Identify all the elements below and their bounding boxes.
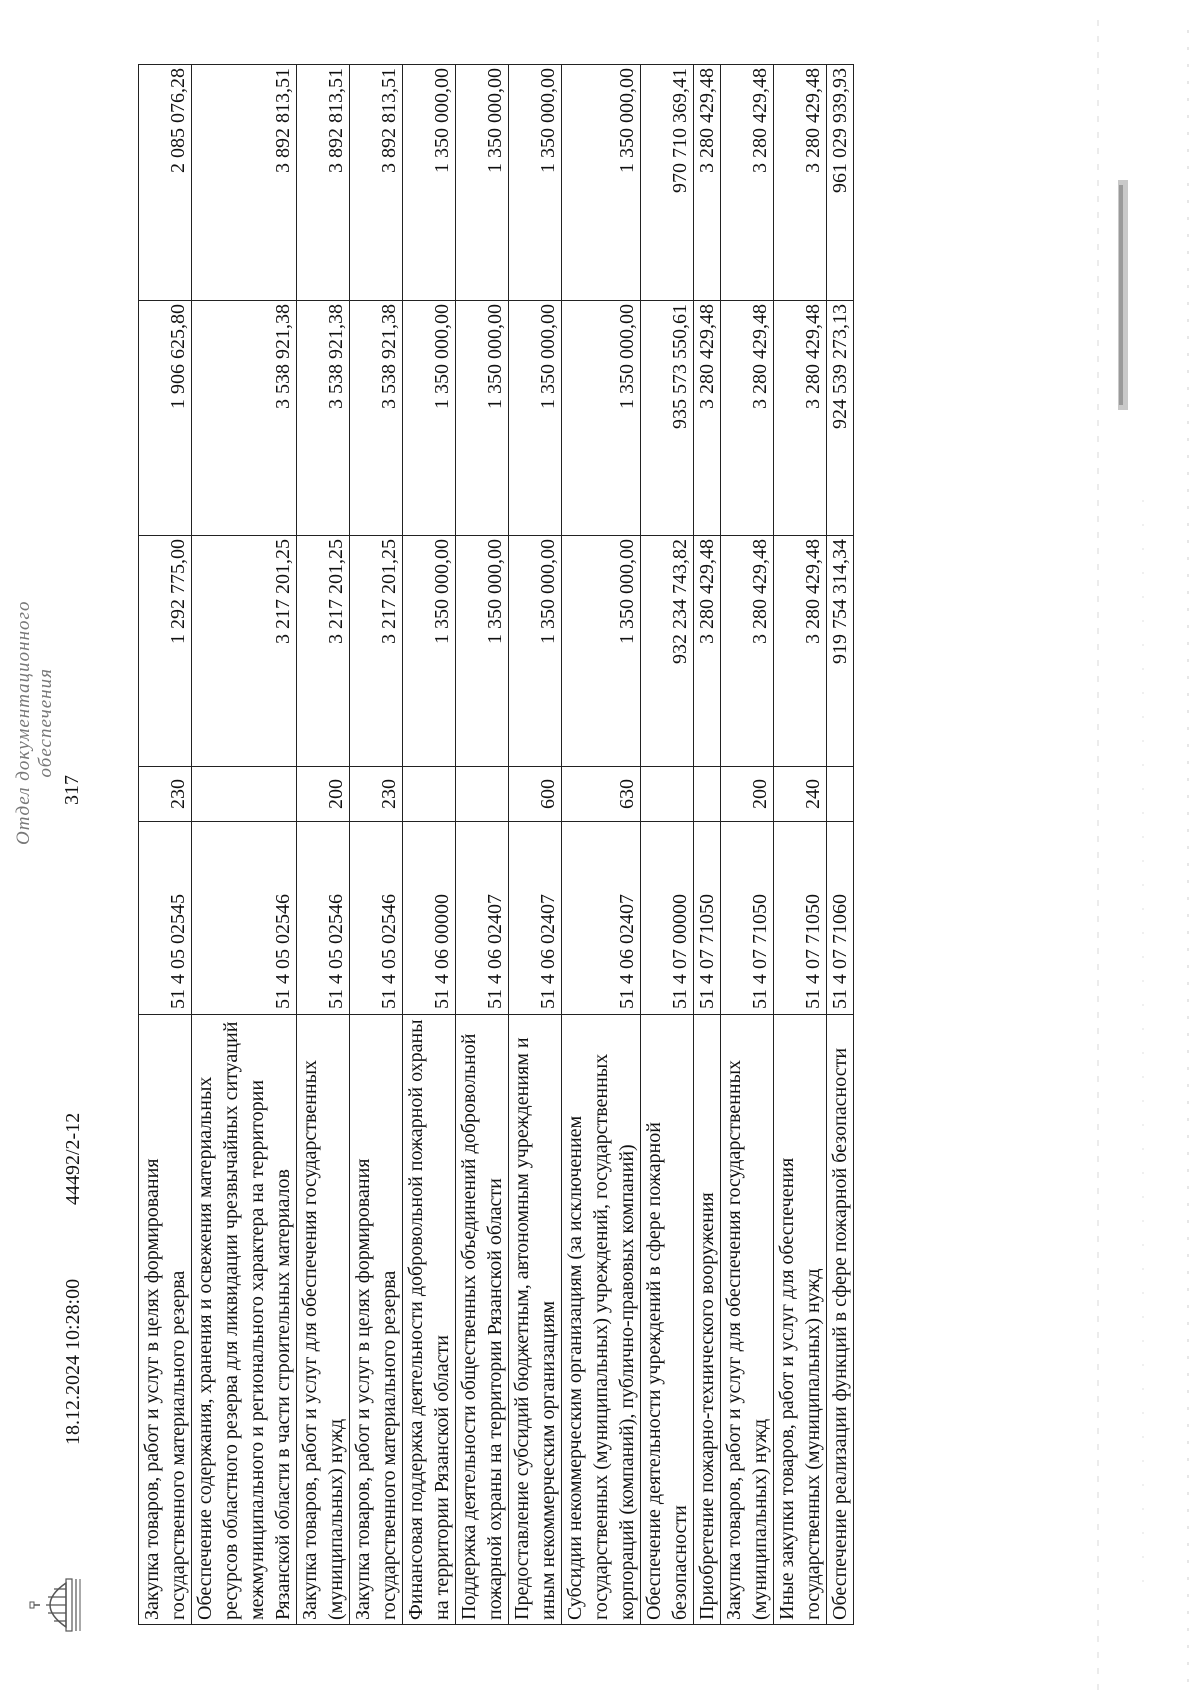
- stamp-line-1: Отдел документационного: [13, 600, 34, 845]
- table-row: [721, 65, 774, 1625]
- row-value-2024: 3 217 201,25: [297, 536, 350, 767]
- row-name: Закупка товаров, работ и услуг в целях формирования государственного материального резерва: [139, 1015, 192, 1625]
- row-vr: [827, 767, 854, 822]
- stamp-line-2: обеспечения: [35, 668, 56, 778]
- row-vr: [456, 767, 509, 822]
- row-value-2026: 3 280 429,48: [774, 65, 827, 301]
- row-code: 51 4 05 02546: [192, 822, 297, 1015]
- row-value-2024: 919 754 314,34: [827, 536, 854, 767]
- row-value-2024: 1 350 000,00: [509, 536, 562, 767]
- row-value-2025: 935 573 550,61: [641, 301, 694, 536]
- table-row: [641, 65, 694, 1625]
- row-vr: [641, 767, 694, 822]
- row-value-2026: 2 085 076,28: [139, 65, 192, 301]
- table-row: [403, 65, 456, 1625]
- footer-doc-code: 44492/2-12: [62, 1112, 84, 1205]
- coat-of-arms-icon: [28, 1575, 83, 1635]
- table-row: [456, 65, 509, 1625]
- row-vr: [694, 767, 721, 822]
- row-vr: 230: [139, 767, 192, 822]
- row-value-2025: 924 539 273,13: [827, 301, 854, 536]
- row-name: Обеспечение деятельности учреждений в сфере пожарной безопасности: [641, 1015, 694, 1625]
- row-value-2026: 3 892 813,51: [192, 65, 297, 301]
- row-code: 51 4 07 71050: [721, 822, 774, 1015]
- row-value-2025: 3 280 429,48: [721, 301, 774, 536]
- row-name: Обеспечение реализации функций в сфере пожарной безопасности: [827, 1015, 854, 1625]
- row-code: 51 4 07 71050: [694, 822, 721, 1015]
- row-vr: 230: [350, 767, 403, 822]
- row-code: 51 4 07 71060: [827, 822, 854, 1015]
- row-value-2026: 1 350 000,00: [403, 65, 456, 301]
- table-body: [139, 65, 854, 1625]
- table-row: [774, 65, 827, 1625]
- page-number: 317: [61, 775, 83, 805]
- row-value-2024: 932 234 743,82: [641, 536, 694, 767]
- row-value-2024: 1 350 000,00: [456, 536, 509, 767]
- row-vr: 600: [509, 767, 562, 822]
- row-value-2024: 3 280 429,48: [721, 536, 774, 767]
- row-value-2024: 3 280 429,48: [694, 536, 721, 767]
- table-row: [827, 65, 854, 1625]
- row-value-2025: 3 538 921,38: [192, 301, 297, 536]
- row-value-2026: 961 029 939,93: [827, 65, 854, 301]
- row-code: 51 4 05 02546: [297, 822, 350, 1015]
- row-value-2025: 1 350 000,00: [403, 301, 456, 536]
- table-row: [192, 65, 297, 1625]
- row-value-2026: 3 892 813,51: [350, 65, 403, 301]
- row-value-2026: 3 280 429,48: [721, 65, 774, 301]
- row-name: Приобретение пожарно-технического вооружения: [694, 1015, 721, 1625]
- row-value-2024: 3 217 201,25: [192, 536, 297, 767]
- row-code: 51 4 06 02407: [509, 822, 562, 1015]
- row-name: Обеспечение содержания, хранения и освежения материальных ресурсов областного резерва для ликвидации чрезвычайных ситуаций межмуниципального и регионального характера на территории Рязанской области в части строительных материалов: [192, 1015, 297, 1625]
- row-code: 51 4 05 02545: [139, 822, 192, 1015]
- row-code: 51 4 05 02546: [350, 822, 403, 1015]
- row-value-2026: 3 280 429,48: [694, 65, 721, 301]
- row-value-2025: 3 538 921,38: [350, 301, 403, 536]
- row-value-2024: 1 350 000,00: [562, 536, 641, 767]
- table-row: [297, 65, 350, 1625]
- scan-edge-artifacts: [1088, 0, 1200, 1695]
- row-code: 51 4 06 00000: [403, 822, 456, 1015]
- row-value-2026: 3 892 813,51: [297, 65, 350, 301]
- row-value-2025: 1 350 000,00: [562, 301, 641, 536]
- row-value-2024: 1 292 775,00: [139, 536, 192, 767]
- row-code: 51 4 06 02407: [456, 822, 509, 1015]
- row-name: Субсидии некоммерческим организациям (за исключением государственных (муниципальных) учреждений, государственных корпораций (компаний), публично-правовых компаний): [562, 1015, 641, 1625]
- row-value-2025: 3 280 429,48: [694, 301, 721, 536]
- table-row: [694, 65, 721, 1625]
- row-vr: [403, 767, 456, 822]
- row-vr: [192, 767, 297, 822]
- row-value-2024: 3 280 429,48: [774, 536, 827, 767]
- row-name: Закупка товаров, работ и услуг для обеспечения государственных (муниципальных) нужд: [721, 1015, 774, 1625]
- table-row: [350, 65, 403, 1625]
- budget-table: [138, 64, 854, 1625]
- row-value-2025: 1 350 000,00: [456, 301, 509, 536]
- footer-timestamp: 18.12.2024 10:28:00: [62, 1278, 84, 1445]
- row-value-2026: 1 350 000,00: [456, 65, 509, 301]
- row-value-2026: 1 350 000,00: [509, 65, 562, 301]
- row-vr: 240: [774, 767, 827, 822]
- row-vr: 200: [297, 767, 350, 822]
- department-stamp: [13, 601, 57, 845]
- row-value-2026: 970 710 369,41: [641, 65, 694, 301]
- row-vr: 200: [721, 767, 774, 822]
- row-name: Закупка товаров, работ и услуг в целях формирования государственного материального резерва: [350, 1015, 403, 1625]
- row-value-2024: 1 350 000,00: [403, 536, 456, 767]
- row-code: 51 4 06 02407: [562, 822, 641, 1015]
- row-code: 51 4 07 00000: [641, 822, 694, 1015]
- table-row: [562, 65, 641, 1625]
- row-value-2025: 1 906 625,80: [139, 301, 192, 536]
- row-name: Предоставление субсидий бюджетным, автономным учреждениям и иным некоммерческим организациям: [509, 1015, 562, 1625]
- row-code: 51 4 07 71050: [774, 822, 827, 1015]
- row-value-2026: 1 350 000,00: [562, 65, 641, 301]
- row-name: Закупка товаров, работ и услуг для обеспечения государственных (муниципальных) нужд: [297, 1015, 350, 1625]
- row-name: Финансовая поддержка деятельности добровольной пожарной охраны на территории Рязанской области: [403, 1015, 456, 1625]
- row-value-2025: 1 350 000,00: [509, 301, 562, 536]
- row-value-2024: 3 217 201,25: [350, 536, 403, 767]
- row-value-2025: 3 280 429,48: [774, 301, 827, 536]
- row-name: Иные закупки товаров, работ и услуг для обеспечения государственных (муниципальных) нужд: [774, 1015, 827, 1625]
- row-vr: 630: [562, 767, 641, 822]
- table-row: [509, 65, 562, 1625]
- rotated-page: [13, 65, 1058, 1625]
- row-name: Поддержка деятельности общественных объединений добровольной пожарной охраны на территории Рязанской области: [456, 1015, 509, 1625]
- table-row: [139, 65, 192, 1625]
- row-value-2025: 3 538 921,38: [297, 301, 350, 536]
